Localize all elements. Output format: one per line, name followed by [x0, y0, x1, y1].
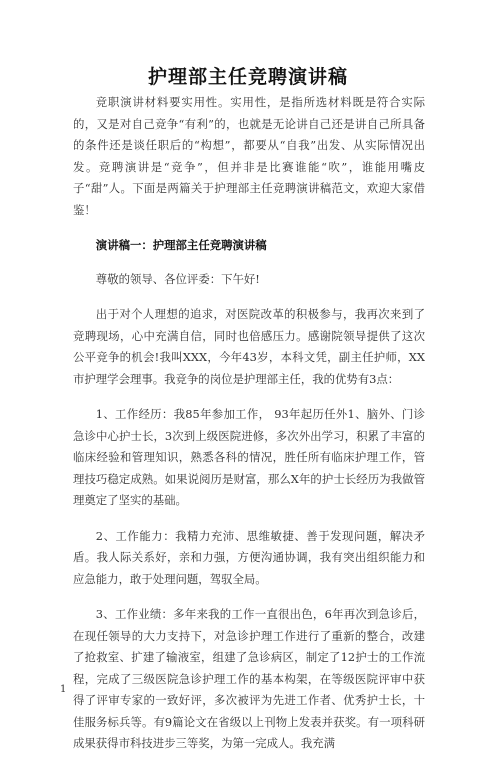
page-number: 1	[60, 684, 67, 695]
document-body	[73, 92, 425, 769]
body-paragraph: 1、工作经历：我85年参加工作， 93年起历任外1、脑外、门诊急诊中心护士长，3次到上级医院进修，多次外出学习，积累了丰富的临床经验和管理知识，熟悉各科的情况，胜任所有临床护理工作，管理技巧稳定成熟。如果说阅历是财富，那么X年的护士长经历为我做管理奠定了坚实的基础。	[73, 407, 425, 507]
document-title: 护理部主任竞聘演讲稿	[147, 66, 348, 88]
greeting-paragraph: 尊敬的领导、各位评委：下午好!	[95, 271, 260, 286]
section-heading: 演讲稿一：护理部主任竞聘演讲稿	[95, 238, 267, 252]
body-paragraph: 2、工作能力：我精力充沛、思维敏捷、善于发现问题，解决矛盾。我人际关系好，亲和力强，方便沟通协调，我有突出组织能力和应急能力，敢于处理问题，驾驭全局。	[73, 528, 425, 586]
intro-paragraph: 竞职演讲材料要实用性。实用性，是指所选材料既是符合实际的，又是对自己竞争“有利”的，也就是无论讲自己还是讲自己所具备的条件还是谈任职后的“构想”，都要从“自我”出发、从实际情况出发。竞聘演讲是“竞争”，但并非是比赛谁能“吹”，谁能用嘴皮子“甜”人。下面是两篇关于护理部主任竞聘演讲稿范文，欢迎大家借鉴！	[73, 95, 425, 217]
body-paragraph: 3、工作业绩：多年来我的工作一直很出色，6年再次到急诊后，在现任领导的大力支持下，对急诊护理工作进行了重新的整合，改建了抢救室、扩建了输液室，组建了急诊病区，制定了12护士的工作流程，完成了三级医院急诊护理工作的基本构架，在等级医院评审中获得了评审专家的一致好评，多次被评为先进工作者、优秀护士长，十佳服务标兵等。有9篇论文在省级以上刊物上发表并获奖。有一项科研成果获得市科技进步三等奖，为第一完成人。我充满	[73, 607, 425, 750]
body-paragraph: 出于对个人理想的追求，对医院改革的积极参与，我再次来到了竞聘现场，心中充满自信，同时也倍感压力。感谢院领导提供了这次公平竞争的机会!我叫XXX，今年43岁，本科文凭，副主任护师，XX市护理学会理事。我竞争的岗位是护理部主任，我的优势有3点：	[73, 307, 425, 386]
